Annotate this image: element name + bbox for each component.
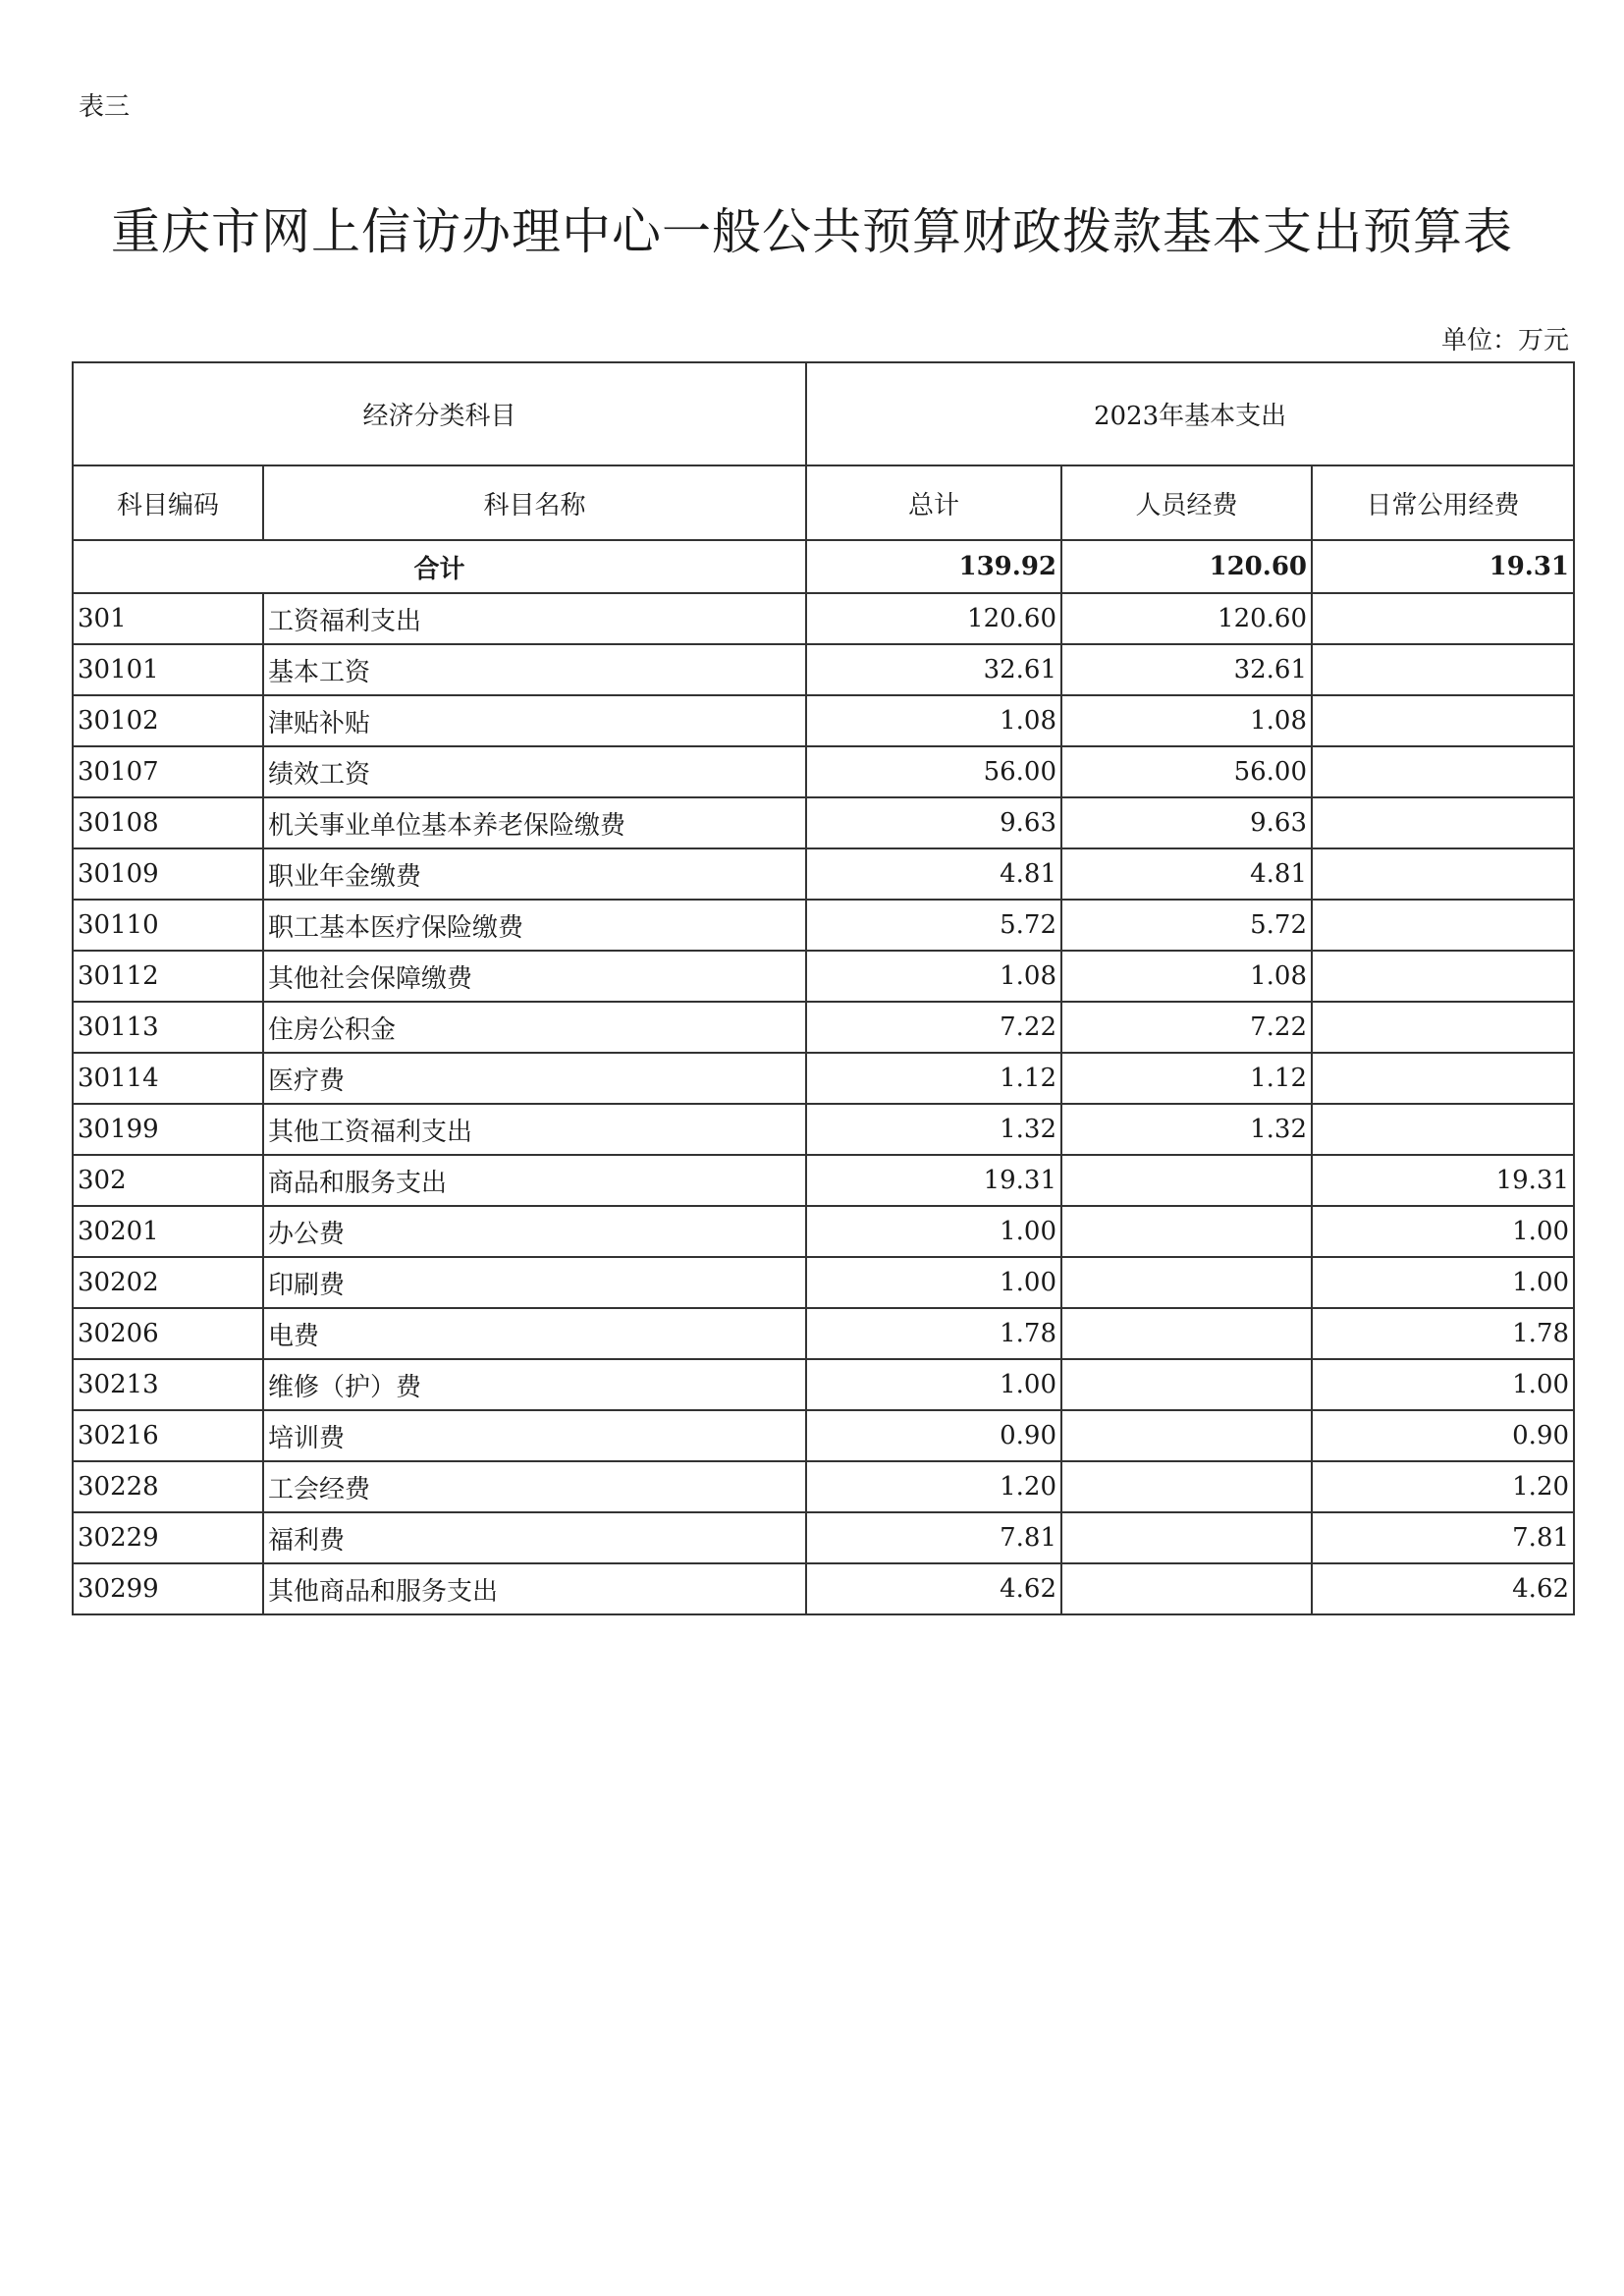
public-cost-cell bbox=[1312, 951, 1574, 1002]
subject-code-cell: 30206 bbox=[73, 1308, 263, 1359]
total-cell: 1.12 bbox=[806, 1053, 1061, 1104]
subject-name-cell: 其他商品和服务支出 bbox=[263, 1563, 806, 1614]
subject-name-cell: 职业年金缴费 bbox=[263, 848, 806, 900]
subject-code-cell: 30299 bbox=[73, 1563, 263, 1614]
subject-name-cell: 办公费 bbox=[263, 1206, 806, 1257]
personnel-cost-cell bbox=[1061, 1563, 1312, 1614]
total-cell: 120.60 bbox=[806, 593, 1061, 644]
table-row bbox=[73, 1002, 1574, 1053]
public-cost-cell: 4.62 bbox=[1312, 1563, 1574, 1614]
subject-code-cell: 30113 bbox=[73, 1002, 263, 1053]
public-cost-cell bbox=[1312, 900, 1574, 951]
subject-code-cell: 302 bbox=[73, 1155, 263, 1206]
total-cell: 1.00 bbox=[806, 1206, 1061, 1257]
public-cost-cell bbox=[1312, 644, 1574, 695]
subject-name-cell: 职工基本医疗保险缴费 bbox=[263, 900, 806, 951]
table-row bbox=[73, 1257, 1574, 1308]
subject-code-cell: 30112 bbox=[73, 951, 263, 1002]
subject-code-cell: 30199 bbox=[73, 1104, 263, 1155]
subject-code-cell: 30201 bbox=[73, 1206, 263, 1257]
personnel-cost-cell: 5.72 bbox=[1061, 900, 1312, 951]
table-row bbox=[73, 1053, 1574, 1104]
total-cell: 7.81 bbox=[806, 1512, 1061, 1563]
personnel-cost-cell: 120.60 bbox=[1061, 593, 1312, 644]
table-row bbox=[73, 1155, 1574, 1206]
subject-name-cell: 维修（护）费 bbox=[263, 1359, 806, 1410]
table-row bbox=[73, 1461, 1574, 1512]
personnel-cost-cell: 7.22 bbox=[1061, 1002, 1312, 1053]
subject-code-cell: 30108 bbox=[73, 797, 263, 848]
public-cost-cell: 19.31 bbox=[1312, 1155, 1574, 1206]
total-total: 139.92 bbox=[806, 540, 1061, 593]
subject-code-cell: 30101 bbox=[73, 644, 263, 695]
table-row bbox=[73, 1206, 1574, 1257]
personnel-cost-cell bbox=[1061, 1461, 1312, 1512]
personnel-cost-cell: 1.32 bbox=[1061, 1104, 1312, 1155]
table-row bbox=[73, 848, 1574, 900]
subject-code-cell: 301 bbox=[73, 593, 263, 644]
personnel-cost-cell: 1.12 bbox=[1061, 1053, 1312, 1104]
personnel-cost-cell bbox=[1061, 1359, 1312, 1410]
total-cell: 5.72 bbox=[806, 900, 1061, 951]
subject-name-cell: 其他社会保障缴费 bbox=[263, 951, 806, 1002]
total-cell: 4.81 bbox=[806, 848, 1061, 900]
total-cell: 1.32 bbox=[806, 1104, 1061, 1155]
public-cost-cell: 1.00 bbox=[1312, 1206, 1574, 1257]
subject-code-cell: 30109 bbox=[73, 848, 263, 900]
budget-table bbox=[72, 361, 1575, 1615]
subject-name-cell: 商品和服务支出 bbox=[263, 1155, 806, 1206]
total-cell: 1.00 bbox=[806, 1257, 1061, 1308]
table-row bbox=[73, 1104, 1574, 1155]
header-row-group bbox=[73, 362, 1574, 465]
subject-name-cell: 绩效工资 bbox=[263, 746, 806, 797]
table-row bbox=[73, 644, 1574, 695]
total-cell: 0.90 bbox=[806, 1410, 1061, 1461]
table-row bbox=[73, 951, 1574, 1002]
total-cell: 1.08 bbox=[806, 951, 1061, 1002]
public-cost-cell bbox=[1312, 593, 1574, 644]
subject-name-cell: 工会经费 bbox=[263, 1461, 806, 1512]
subject-code-cell: 30216 bbox=[73, 1410, 263, 1461]
total-public: 19.31 bbox=[1312, 540, 1574, 593]
table-row bbox=[73, 1410, 1574, 1461]
subject-name-cell: 机关事业单位基本养老保险缴费 bbox=[263, 797, 806, 848]
public-cost-cell bbox=[1312, 848, 1574, 900]
public-cost-cell bbox=[1312, 695, 1574, 746]
total-cell: 1.08 bbox=[806, 695, 1061, 746]
total-row bbox=[73, 540, 1574, 593]
total-cell: 1.00 bbox=[806, 1359, 1061, 1410]
total-cell: 7.22 bbox=[806, 1002, 1061, 1053]
subject-name-cell: 电费 bbox=[263, 1308, 806, 1359]
subject-name-cell: 福利费 bbox=[263, 1512, 806, 1563]
header-row-columns bbox=[73, 465, 1574, 540]
personnel-cost-cell bbox=[1061, 1257, 1312, 1308]
total-personnel: 120.60 bbox=[1061, 540, 1312, 593]
table-row bbox=[73, 593, 1574, 644]
public-cost-cell: 1.20 bbox=[1312, 1461, 1574, 1512]
public-cost-cell: 1.78 bbox=[1312, 1308, 1574, 1359]
table-row bbox=[73, 695, 1574, 746]
subject-code-cell: 30213 bbox=[73, 1359, 263, 1410]
total-label: 合计 bbox=[73, 540, 806, 593]
public-cost-cell: 1.00 bbox=[1312, 1257, 1574, 1308]
subject-name-cell: 基本工资 bbox=[263, 644, 806, 695]
personnel-cost-cell: 32.61 bbox=[1061, 644, 1312, 695]
public-cost-cell bbox=[1312, 746, 1574, 797]
header-subject-code: 科目编码 bbox=[73, 465, 263, 540]
public-cost-cell bbox=[1312, 1104, 1574, 1155]
subject-code-cell: 30229 bbox=[73, 1512, 263, 1563]
subject-code-cell: 30102 bbox=[73, 695, 263, 746]
table-row bbox=[73, 1359, 1574, 1410]
total-cell: 19.31 bbox=[806, 1155, 1061, 1206]
table-row bbox=[73, 797, 1574, 848]
total-cell: 4.62 bbox=[806, 1563, 1061, 1614]
personnel-cost-cell bbox=[1061, 1410, 1312, 1461]
personnel-cost-cell: 4.81 bbox=[1061, 848, 1312, 900]
subject-code-cell: 30107 bbox=[73, 746, 263, 797]
total-cell: 56.00 bbox=[806, 746, 1061, 797]
document-title: 重庆市网上信访办理中心一般公共预算财政拨款基本支出预算表 bbox=[111, 203, 1513, 260]
subject-name-cell: 培训费 bbox=[263, 1410, 806, 1461]
subject-name-cell: 印刷费 bbox=[263, 1257, 806, 1308]
header-subject-name: 科目名称 bbox=[263, 465, 806, 540]
personnel-cost-cell: 1.08 bbox=[1061, 951, 1312, 1002]
table-row bbox=[73, 1308, 1574, 1359]
public-cost-cell: 1.00 bbox=[1312, 1359, 1574, 1410]
total-cell: 9.63 bbox=[806, 797, 1061, 848]
table-row bbox=[73, 746, 1574, 797]
header-public-cost: 日常公用经费 bbox=[1312, 465, 1574, 540]
public-cost-cell bbox=[1312, 1002, 1574, 1053]
table-row bbox=[73, 1563, 1574, 1614]
subject-name-cell: 住房公积金 bbox=[263, 1002, 806, 1053]
table-row bbox=[73, 1512, 1574, 1563]
subject-code-cell: 30114 bbox=[73, 1053, 263, 1104]
personnel-cost-cell: 56.00 bbox=[1061, 746, 1312, 797]
personnel-cost-cell bbox=[1061, 1155, 1312, 1206]
table-row bbox=[73, 900, 1574, 951]
total-cell: 1.20 bbox=[806, 1461, 1061, 1512]
header-2023-basic-expenditure: 2023年基本支出 bbox=[806, 362, 1574, 465]
personnel-cost-cell: 1.08 bbox=[1061, 695, 1312, 746]
table-number-label: 表三 bbox=[79, 92, 131, 122]
personnel-cost-cell bbox=[1061, 1512, 1312, 1563]
subject-name-cell: 其他工资福利支出 bbox=[263, 1104, 806, 1155]
subject-code-cell: 30110 bbox=[73, 900, 263, 951]
total-cell: 32.61 bbox=[806, 644, 1061, 695]
subject-name-cell: 医疗费 bbox=[263, 1053, 806, 1104]
subject-name-cell: 津贴补贴 bbox=[263, 695, 806, 746]
public-cost-cell: 7.81 bbox=[1312, 1512, 1574, 1563]
public-cost-cell bbox=[1312, 1053, 1574, 1104]
header-total: 总计 bbox=[806, 465, 1061, 540]
total-cell: 1.78 bbox=[806, 1308, 1061, 1359]
public-cost-cell: 0.90 bbox=[1312, 1410, 1574, 1461]
public-cost-cell bbox=[1312, 797, 1574, 848]
header-personnel-cost: 人员经费 bbox=[1061, 465, 1312, 540]
header-economic-classification: 经济分类科目 bbox=[73, 362, 806, 465]
personnel-cost-cell: 9.63 bbox=[1061, 797, 1312, 848]
subject-code-cell: 30202 bbox=[73, 1257, 263, 1308]
personnel-cost-cell bbox=[1061, 1308, 1312, 1359]
subject-code-cell: 30228 bbox=[73, 1461, 263, 1512]
subject-name-cell: 工资福利支出 bbox=[263, 593, 806, 644]
unit-label: 单位：万元 bbox=[1440, 326, 1569, 355]
personnel-cost-cell bbox=[1061, 1206, 1312, 1257]
